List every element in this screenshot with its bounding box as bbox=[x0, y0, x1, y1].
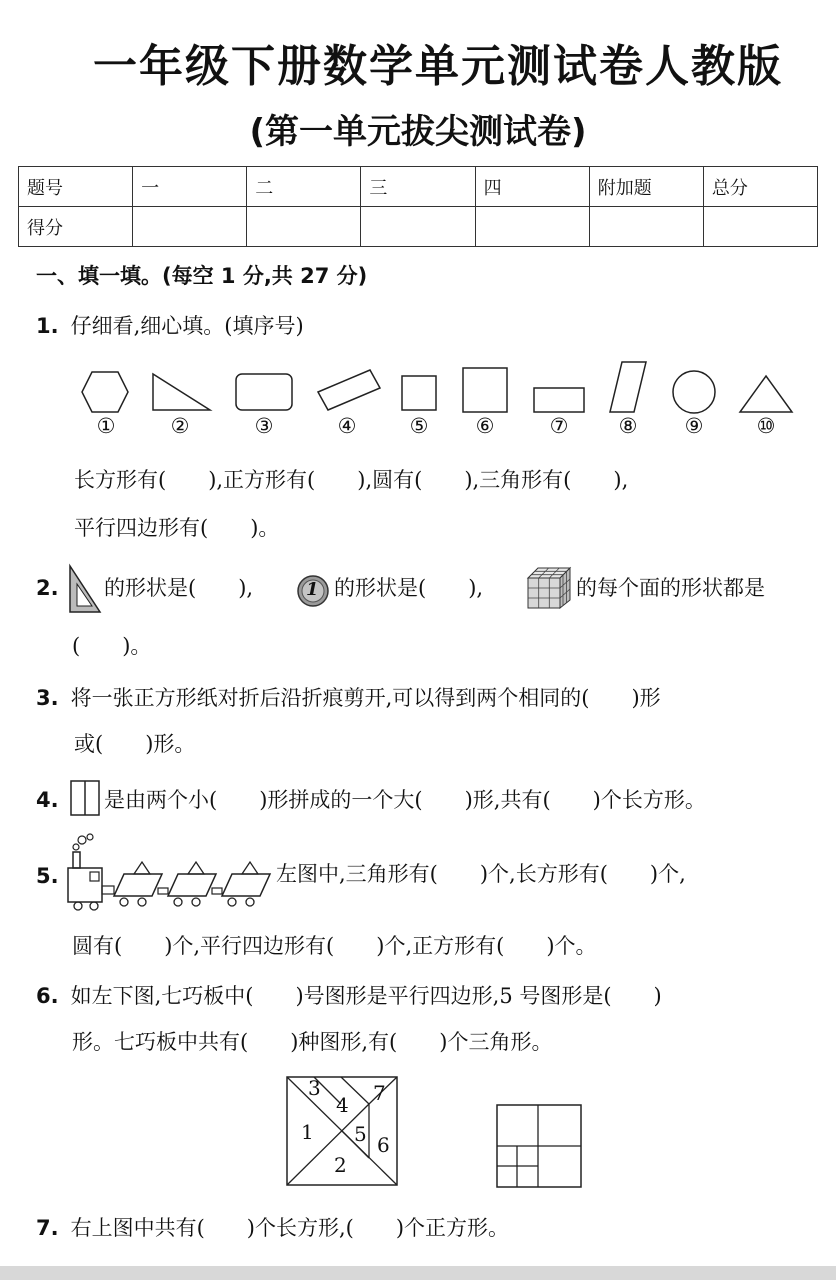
square-shape bbox=[463, 368, 507, 412]
page-subtitle: (第一单元拔尖测试卷) bbox=[249, 112, 587, 152]
question-text: 长方形有( ),正方形有( ),圆有( ),三角形有( ), bbox=[74, 468, 629, 492]
table-cell: 二 bbox=[247, 167, 361, 207]
section-heading: 一、填一填。(每空 1 分,共 27 分) bbox=[36, 264, 368, 288]
small-square-shape bbox=[402, 376, 436, 410]
table-cell: 一 bbox=[133, 167, 247, 207]
question-text: 将一张正方形纸对折后沿折痕剪开,可以得到两个相同的( )形 bbox=[70, 686, 661, 710]
score-entry-cell[interactable] bbox=[475, 207, 589, 247]
tangram-label: 1 bbox=[301, 1120, 314, 1144]
question-number: 4. bbox=[36, 788, 59, 812]
score-entry-cell[interactable] bbox=[247, 207, 361, 247]
question-number: 1. bbox=[36, 314, 59, 338]
hexagon-shape bbox=[82, 372, 128, 412]
question-3-line bbox=[36, 686, 661, 711]
shape-label: ⑧ bbox=[618, 414, 638, 438]
shapes-figure bbox=[0, 360, 836, 420]
question-text: 的每个面的形状都是 bbox=[576, 576, 765, 600]
table-cell: 三 bbox=[361, 167, 475, 207]
tangram-label: 3 bbox=[308, 1076, 321, 1100]
page-bottom-edge bbox=[0, 1266, 836, 1280]
table-cell: 附加题 bbox=[589, 167, 703, 207]
right-triangle-shape bbox=[153, 374, 210, 410]
question-text: 的形状是( ), bbox=[334, 576, 484, 600]
question-text: 圆有( )个,平行四边形有( )个,正方形有( )个。 bbox=[72, 934, 597, 958]
train-figure bbox=[66, 834, 272, 914]
score-entry-cell[interactable] bbox=[361, 207, 475, 247]
table-cell: 题号 bbox=[19, 167, 133, 207]
tangram-label: 2 bbox=[334, 1153, 347, 1177]
triangle-shape bbox=[740, 376, 792, 412]
shape-label: ② bbox=[170, 414, 190, 438]
question-number: 7. bbox=[36, 1216, 59, 1240]
question-text: 形。七巧板中共有( )种图形,有( )个三角形。 bbox=[72, 1030, 553, 1054]
question-text: ( )。 bbox=[72, 634, 152, 658]
question-text: 是由两个小( )形拼成的一个大( )形,共有( )个长方形。 bbox=[104, 788, 706, 812]
score-entry-cell[interactable] bbox=[703, 207, 817, 247]
question-number: 3. bbox=[36, 686, 59, 710]
question-number: 6. bbox=[36, 984, 59, 1008]
split-rectangle-icon bbox=[70, 780, 100, 816]
shape-label: ③ bbox=[254, 414, 274, 438]
cube-icon bbox=[526, 566, 572, 610]
page-title: 一年级下册数学单元测试卷人教版 bbox=[93, 41, 783, 92]
question-text: 的形状是( ), bbox=[104, 576, 254, 600]
circle-shape bbox=[673, 371, 715, 413]
flat-rectangle-shape bbox=[534, 388, 584, 412]
shape-label: ④ bbox=[337, 414, 357, 438]
question-text: 左图中,三角形有( )个,长方形有( )个, bbox=[276, 862, 686, 886]
tangram-label: 6 bbox=[377, 1133, 390, 1157]
shape-label: ⑤ bbox=[409, 414, 429, 438]
question-text: 平行四边形有( )。 bbox=[74, 516, 280, 540]
set-square-icon bbox=[68, 564, 102, 614]
tangram-label: 4 bbox=[336, 1093, 349, 1117]
score-entry-cell[interactable] bbox=[589, 207, 703, 247]
rectangles-grid-figure bbox=[496, 1104, 582, 1188]
shape-label: ⑥ bbox=[475, 414, 495, 438]
question-text: 如左下图,七巧板中( )号图形是平行四边形,5 号图形是( ) bbox=[70, 984, 662, 1008]
score-table-score-row bbox=[19, 207, 818, 247]
shape-label: ⑦ bbox=[549, 414, 569, 438]
table-cell: 得分 bbox=[19, 207, 133, 247]
score-table bbox=[18, 166, 818, 247]
coin-value: 1 bbox=[306, 579, 319, 600]
question-1-prompt bbox=[36, 314, 304, 339]
question-7-line bbox=[36, 1216, 509, 1241]
question-text: 右上图中共有( )个长方形,( )个正方形。 bbox=[70, 1216, 510, 1240]
question-number: 5. bbox=[36, 864, 59, 888]
table-cell: 四 bbox=[475, 167, 589, 207]
tangram-label: 5 bbox=[354, 1122, 367, 1146]
table-cell: 总分 bbox=[703, 167, 817, 207]
score-table-header-row bbox=[19, 167, 818, 207]
shape-label: ⑨ bbox=[684, 414, 704, 438]
question-text: 或( )形。 bbox=[74, 732, 196, 756]
shape-label: ⑩ bbox=[756, 414, 776, 438]
question-number: 2. bbox=[36, 576, 59, 600]
question-text: 仔细看,细心填。(填序号) bbox=[70, 314, 304, 338]
score-entry-cell[interactable] bbox=[133, 207, 247, 247]
tilted-rectangle-shape bbox=[318, 370, 380, 410]
rounded-rectangle-shape bbox=[236, 374, 292, 410]
parallelogram-shape bbox=[610, 362, 646, 412]
question-6-line bbox=[36, 984, 662, 1009]
shape-label: ① bbox=[96, 414, 116, 438]
tangram-label: 7 bbox=[373, 1081, 386, 1105]
